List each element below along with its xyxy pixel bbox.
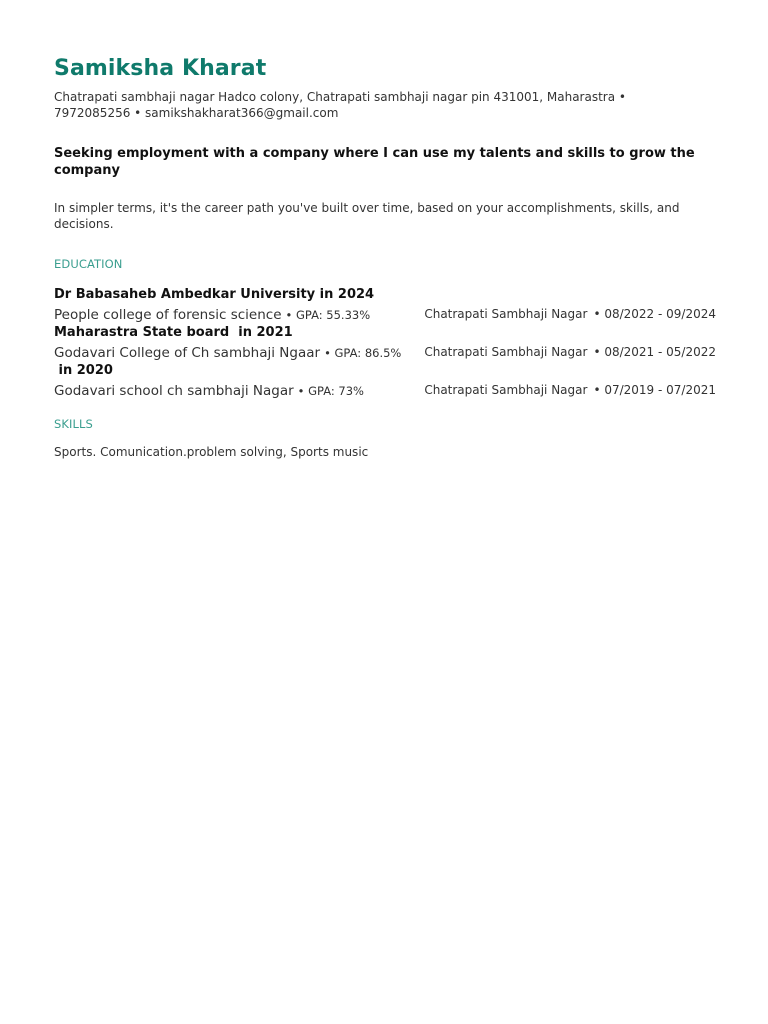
gpa-value: • GPA: 73% xyxy=(297,384,364,398)
date-range: • 08/2021 - 05/2022 xyxy=(593,345,716,359)
skills-section-label: SKILLS xyxy=(54,417,93,431)
location-dates xyxy=(424,380,716,400)
objective-line-1: Seeking employment with a company where I can use my talents and skills to grow the xyxy=(54,146,695,161)
candidate-name: Samiksha Kharat xyxy=(54,56,267,81)
school-name: Godavari school ch sambhaji Nagar xyxy=(54,383,294,399)
skills-text: Sports. Comunication.problem solving, Sports music xyxy=(54,445,369,459)
education-heading: Dr Babasaheb Ambedkar University in 2024 xyxy=(54,287,375,302)
education-entry xyxy=(54,286,716,324)
summary-line-2: decisions. xyxy=(54,216,114,231)
date-range: • 08/2022 - 09/2024 xyxy=(593,307,716,321)
education-section-label: EDUCATION xyxy=(54,257,123,271)
gpa-value: • GPA: 86.5% xyxy=(324,346,402,360)
objective-statement xyxy=(54,145,716,179)
education-list xyxy=(54,286,716,400)
education-detail-row xyxy=(54,304,716,324)
education-heading: Maharastra State board in 2021 xyxy=(54,325,293,340)
date-range: • 07/2019 - 07/2021 xyxy=(593,383,716,397)
contact-address: Chatrapati sambhaji nagar Hadco colony, Chatrapati sambhaji nagar pin 431001, Maharastra • xyxy=(54,90,626,104)
summary-line-1: In simpler terms, it's the career path you've built over time, based on your accomplishments, skills, and xyxy=(54,201,680,215)
education-detail-row xyxy=(54,380,716,400)
education-entry xyxy=(54,324,716,362)
location: Chatrapati Sambhaji Nagar xyxy=(424,307,588,321)
location-dates xyxy=(424,304,716,324)
contact-info xyxy=(54,89,716,121)
location-dates xyxy=(424,342,716,362)
education-detail-row xyxy=(54,342,716,362)
education-heading: in 2020 xyxy=(54,363,113,378)
objective-line-2: company xyxy=(54,163,120,178)
gpa-value: • GPA: 55.33% xyxy=(285,308,371,322)
education-entry xyxy=(54,362,716,400)
contact-phone-email: 7972085256 • samikshakharat366@gmail.com xyxy=(54,106,339,120)
school-name: Godavari College of Ch sambhaji Ngaar xyxy=(54,345,321,361)
summary-text xyxy=(54,201,716,232)
location: Chatrapati Sambhaji Nagar xyxy=(424,345,588,359)
location: Chatrapati Sambhaji Nagar xyxy=(424,383,588,397)
school-name: People college of forensic science xyxy=(54,307,282,323)
resume-page xyxy=(54,56,716,460)
